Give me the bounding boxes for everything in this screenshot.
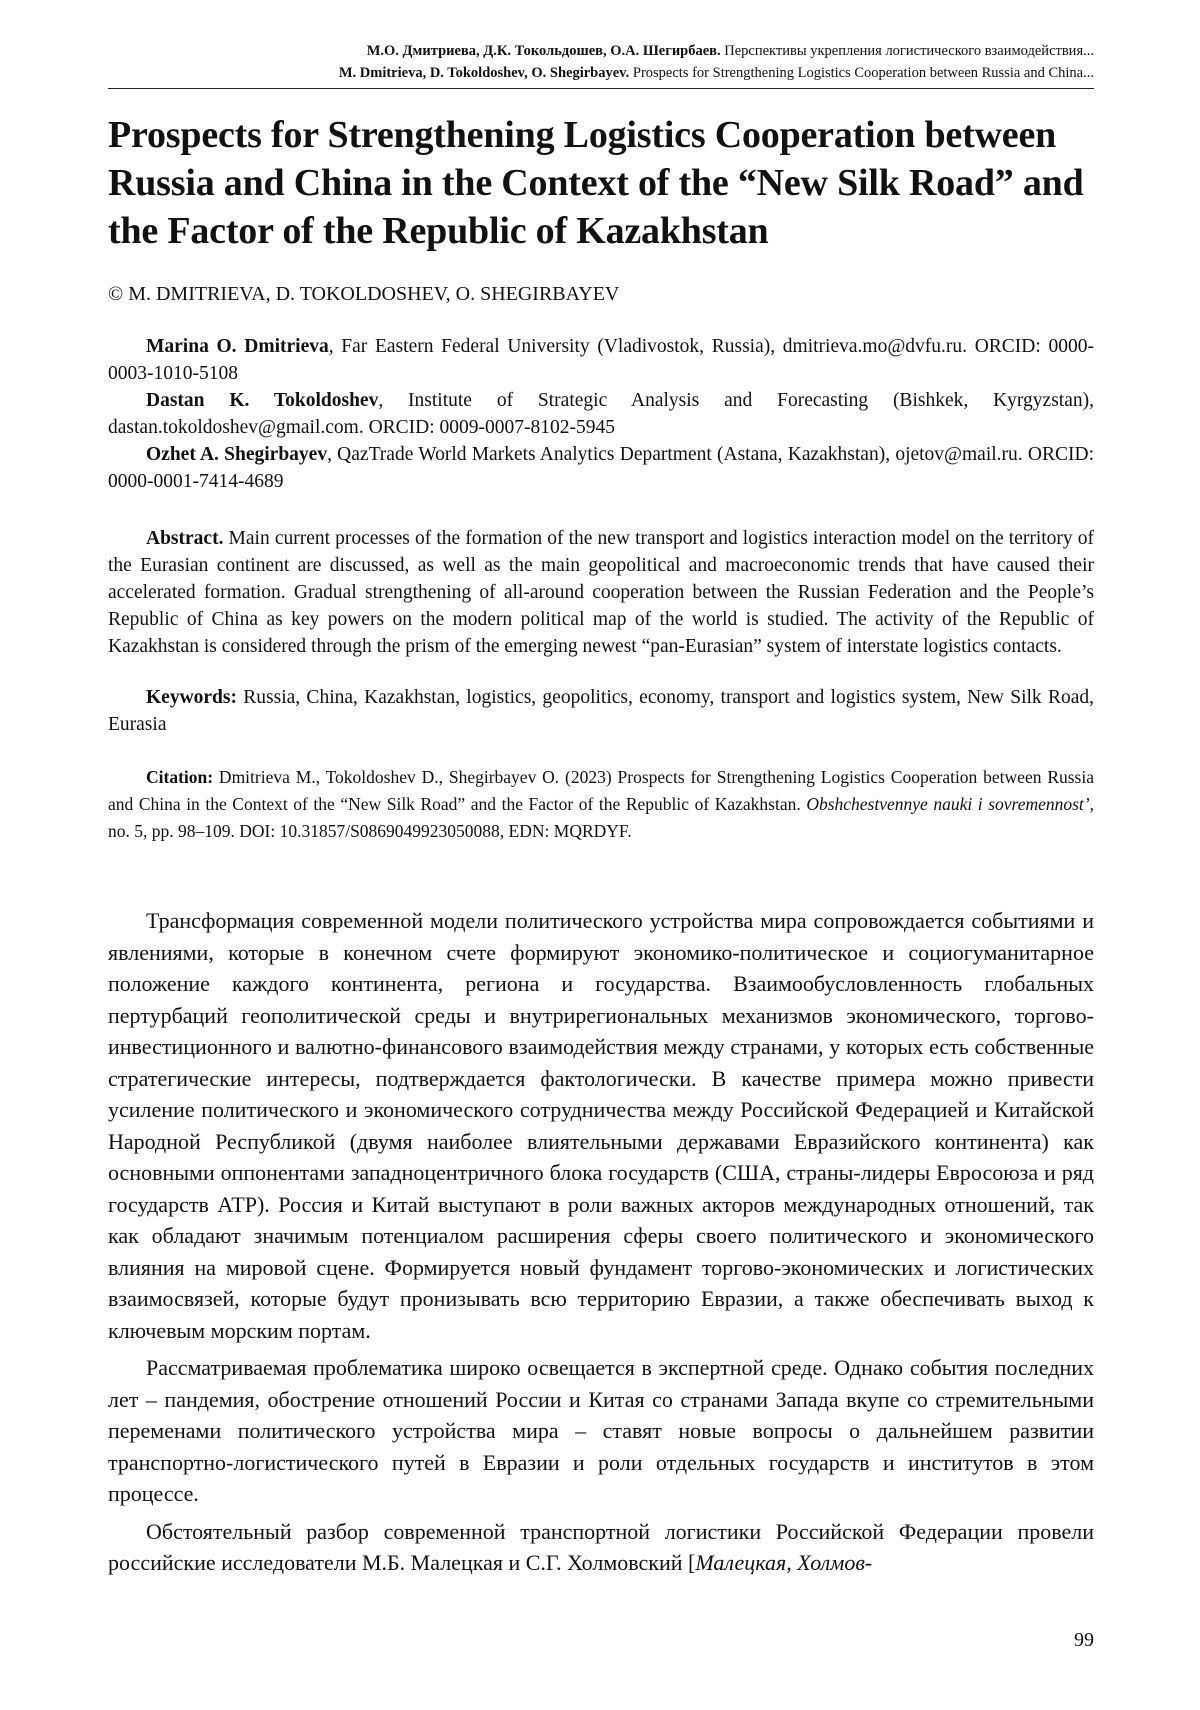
body-paragraph: Обстоятельный разбор современной транспортной логистики Российской Федерации провели российские исследователи М.Б. Малецкая и С.Г. Холмовский [Малецкая, Холмов-	[108, 1518, 1094, 1575]
body-text	[108, 905, 1094, 1579]
abstract: Abstract. Main current processes of the formation of the new transport and logistics interaction model on the territory of the Eurasian continent are discussed, as well as the main geopolitical and macroeconomic trends that have caused their accelerated formation. Gradual strengthening of all-around cooperation between the Russian Federation and the People’s Republic of China as key powers on the modern political map of the world is studied. The activity of the Republic of Kazakhstan is considered through the prism of the emerging newest “pan-Eurasian” system of interstate logistics contacts.	[108, 528, 1094, 657]
body-paragraph: Рассматриваемая проблематика широко освещается в экспертной среде. Однако события последних лет – пандемия, обострение отношений России и Китая со странами Запада вкупе со стремительными переменами политического устройства мира – ставят новые вопросы о дальнейшем развитии транспортно-логистического путей в Евразии и роли отдельных государств и институтов в этом процессе.	[108, 1355, 1094, 1506]
page-number: 99	[1074, 1629, 1094, 1651]
running-header-ru: М.О. Дмитриева, Д.К. Токольдошев, О.А. Шегирбаев. Перспективы укрепления логистического взаимодействия...	[366, 43, 1094, 59]
keywords: Keywords: Russia, China, Kazakhstan, logistics, geopolitics, economy, transport and logistics system, New Silk Road, Eurasia	[108, 687, 1094, 735]
author-entry: Ozhet A. Shegirbayev, QazTrade World Markets Analytics Department (Astana, Kazakhstan), ojetov@mail.ru. ORCID: 0000-0001-7414-4689	[108, 444, 1094, 492]
page	[108, 40, 1094, 1579]
author-entry: Dastan K. Tokoldoshev, Institute of Strategic Analysis and Forecasting (Bishkek, Kyrgyzstan), dastan.tokoldoshev@gmail.com. ORCID: 0009-0007-8102-5945	[108, 390, 1094, 438]
body-paragraph: Трансформация современной модели политического устройства мира сопровождается событиями и явлениями, которые в конечном счете формируют экономико-политическое и социогуманитарное положение каждого континента, региона и государства. Взаимообусловленность глобальных пертурбаций геополитической среды и внутрирегиональных механизмов экономического, торгово-инвестиционного и валютно-финансового взаимодействия между странами, у которых есть собственные стратегические интересы, подтверждается фактологически. В качестве примера можно привести усиление политического и экономического сотрудничества между Российской Федерацией и Китайской Народной Республикой (двумя наиболее влиятельными державами Евразийского континента) как основными оппонентами западноцентричного блока государств (США, страны-лидеры Евросоюза и ряд государств АТР). Россия и Китай выступают в роли важных акторов международных отношений, так как обладают значимым потенциалом расширения сферы своего политического и экономического влияния на мировой сцене. Формируется новый фундамент торгово-экономических и логистических взаимосвязей, которые будут пронизывать всю территорию Евразии, а также обеспечивать выход к ключевым морским портам.	[108, 908, 1094, 1343]
copyright-line: © M. DMITRIEVA, D. TOKOLDOSHEV, O. SHEGIRBAYEV	[108, 283, 620, 305]
header-rule	[108, 88, 1094, 89]
author-entry: Marina O. Dmitrieva, Far Eastern Federal University (Vladivostok, Russia), dmitrieva.mo@dvfu.ru. ORCID: 0000-0003-1010-5108	[108, 336, 1094, 384]
article-title: Prospects for Strengthening Logistics Cooperation between Russia and China in the Context of the “New Silk Road” and the Factor of the Republic of Kazakhstan	[108, 114, 1084, 252]
running-header-en: M. Dmitrieva, D. Tokoldoshev, O. Shegirbayev. Prospects for Strengthening Logistics Cooperation between Russia and China...	[338, 65, 1094, 81]
author-list	[108, 333, 1094, 495]
running-header	[108, 40, 1094, 84]
citation: Citation: Dmitrieva M., Tokoldoshev D., Shegirbayev O. (2023) Prospects for Strengthening Logistics Cooperation between Russia and China in the Context of the “New Silk Road” and the Factor of the Republic of Kazakhstan. Obshchestvennye nauki i sovremennost’, no. 5, pp. 98–109. DOI: 10.31857/S0869049923050088, EDN: MQRDYF.	[108, 767, 1094, 841]
